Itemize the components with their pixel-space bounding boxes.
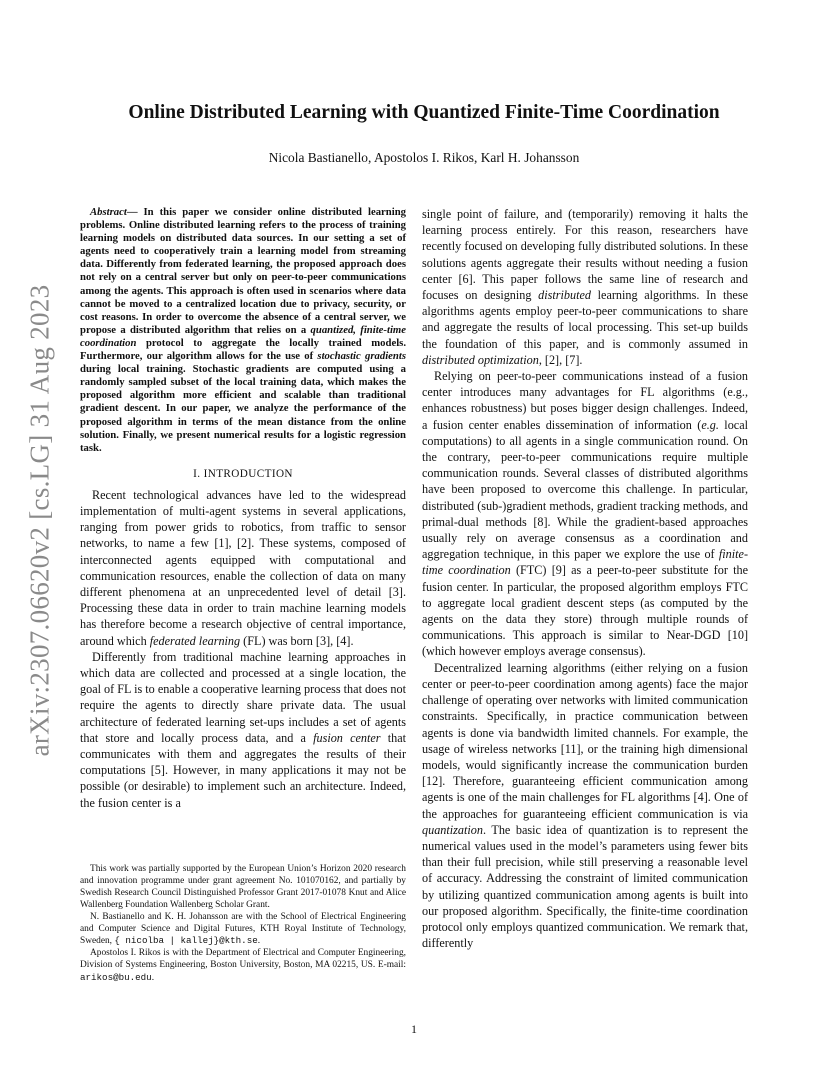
intro-p3-emph-2: distributed optimization (422, 352, 539, 367)
intro-p5-emph: quantization (422, 822, 483, 837)
abstract-emph-2: stochastic gradients (317, 350, 407, 363)
intro-p2-text-end: that communicates with them and aggregates the results of their computations [5]. However, in many applications it may not be possible (or desirable) to implement such an architecture. Indeed, the fusion center is a (80, 730, 406, 810)
author-list: Nicola Bastianello, Apostolos I. Rikos, Karl H. Johansson (268, 150, 580, 165)
intro-paragraph-3 (422, 206, 748, 368)
section-heading-introduction: I. INTRODUCTION (193, 467, 293, 480)
footnote-kth-end: . (257, 936, 261, 947)
intro-p4-emph-1: e.g. (701, 417, 719, 432)
abstract-text-3: during local training. Stochastic gradients are computed using a randomly sampled subset of the local training data, which makes the proposed algorithm more efficient and scalable than traditional gradient descent. In our paper, we analyze the performance of the proposed algorithm in terms of the mean distance from the online solution. Finally, we present numerical results for a logistic regression task. (80, 363, 406, 454)
footnote-kth-text: N. Bastianello and K. H. Johansson are with the School of Electrical Engineering and Computer Science and Digital Futures, KTH Royal Institute of Technology, Sweden, (80, 911, 406, 947)
intro-p5-text-end: . The basic idea of quantization is to represent the numerical values used in the model’s parameters using fewer bits than their full precision, while still preserving a reasonable level of accuracy. Addressing the constraint of limited communication by utilizing quantized communication among agents is built into our proposed algorithm. Specifically, the finite-time coordination protocol only employs quantized communication. We remark that, differently (422, 822, 748, 951)
intro-p2-emph: fusion center (313, 730, 381, 745)
abstract (80, 206, 406, 455)
intro-paragraph-5 (422, 660, 748, 952)
intro-p1-emph: federated learning (149, 633, 241, 648)
intro-p2-text: Differently from traditional machine learning approaches in which data are collected and processed at a single location, the goal of FL is to enable a cooperative learning process that does not require the agents to directly share private data. The usual architecture of federated learning set-ups includes a set of agents that store and locally process data, and a (80, 649, 406, 745)
intro-p4-text-end: (FTC) [9] as a peer-to-peer substitute for the fusion center. In particular, the proposed algorithm employs FTC to aggregate local gradient descent steps (as computed by the agents on the data they store) through multiple rounds of communications. This approach is similar to Near-DGD [10] (which however employs average consensus). (422, 563, 749, 659)
email-kth: { nicolba | kallej}@kth.se (114, 935, 258, 947)
footnote-affiliation-kth (80, 912, 406, 949)
intro-paragraph-2 (80, 649, 406, 811)
left-column (80, 206, 406, 811)
footnote-funding: This work was partially supported by the European Union’s Horizon 2020 research and innovation programme under grant agreement No. 101070162, and partially by Swedish Research Council Distinguished Professor Grant 2017-01078 Knut and Alice Wallenberg Foundation Wallenberg Scholar Grant. (80, 864, 406, 910)
abstract-lead: Abstract (90, 206, 127, 218)
intro-p4-text: Relying on peer-to-peer communications instead of a fusion center introduces many advantages for FL algorithms (e.g., enhances robustness) but poses bigger design challenges. Indeed, a fusion center enables dissemination of information ( (422, 369, 748, 432)
email-bu: arikos@bu.edu (80, 972, 152, 984)
intro-p3-text-mid: learning algorithms. In these algorithms agents employ peer-to-peer communications to share and aggregate the results of local processing. This set-up builds the foundation of this paper, and is commonly assumed in (422, 288, 748, 351)
right-column (422, 206, 748, 951)
footnote-affiliation-bu (80, 948, 406, 985)
intro-p3-text-end: , [2], [7]. (538, 352, 583, 367)
intro-p4-emph-2: finite-time coordination (422, 547, 748, 578)
arxiv-identifier-margin (20, 280, 60, 760)
intro-p1-text: Recent technological advances have led to the widespread implementation of multi-agent systems in several applications, ranging from power grids to robotics, from traffic to sensor networks, to name a few [1], [2]. These systems, composed of interconnected agents equipped with computational and communication resources, enable the collection of data on many different phenomena at an unprecedented level of detail [3]. Processing these data in order to train machine learning models has therefore become a research objective of central importance, around which (80, 487, 406, 648)
abstract-text-1: In this paper we consider online distributed learning problems. Online distributed learning refers to the process of training learning models on distributed data sources. In our setting a set of agents need to cooperatively train a learning model from streaming data. Differently from federated learning, the proposed approach does not rely on a central server but only on peer-to-peer communications among the agents. This approach is often used in scenarios where data cannot be moved to a centralized location due to privacy, security, or cost reasons. In order to overcome the absence of a central server, we propose a distributed algorithm that relies on a (80, 206, 407, 336)
abstract-text-2: protocol to aggregate the locally trained models. Furthermore, our algorithm allows for the use of (80, 336, 406, 363)
footnote-bu-text: Apostolos I. Rikos is with the Department of Electrical and Computer Engineering, Division of Systems Engineering, Boston University, Boston, MA 02215, US. E-mail: (80, 948, 406, 971)
intro-p1-text-end: (FL) was born [3], [4]. (240, 633, 354, 648)
intro-p3-text: single point of failure, and (temporarily) removing it halts the learning process entirely. For this reason, researchers have recently focused on developing fully distributed solutions. In these solutions agents aggregate their results without needing a fusion center [6]. This paper follows the same line of research and focuses on designing (422, 207, 748, 303)
intro-paragraph-4 (422, 368, 748, 660)
paper-title: Online Distributed Learning with Quantized Finite-Time Coordination (128, 102, 720, 123)
intro-p4-text-mid: local computations) to all agents in a single communication round. On the contrary, peer-to-peer communications require multiple communication rounds. Several classes of distributed algorithms have been proposed to overcome this challenge. In particular, distributed (sub-)gradient methods, gradient tracking methods, and primal-dual methods [8]. While the gradient-based approaches usually rely on average consensus as a coordination and aggregation technique, in this paper we explore the use of (422, 417, 748, 562)
page-number: 1 (411, 1022, 417, 1036)
intro-p5-text: Decentralized learning algorithms (either relying on a fusion center or peer-to-peer coordination among agents) face the major challenge of operating over networks with limited communication constraints. Specifically, in practice communication between agents is done via bandwidth limited channels. For example, the usage of wireless networks [11], or the training high dimensional models, would significantly increase the communication burden [12]. Therefore, guaranteeing efficient communication among agents is one of the main challenges for FL algorithms [4]. One of the approaches for guaranteeing efficient communication is via (422, 660, 748, 821)
abstract-dash: — (126, 206, 144, 218)
footnotes (80, 864, 406, 985)
abstract-emph-1: quantized, finite-time coordination (80, 323, 406, 349)
footnote-bu-end: . (151, 973, 155, 984)
intro-paragraph-1 (80, 487, 406, 649)
arxiv-identifier: arXiv:2307.06620v2 [cs.LG] 31 Aug 2023 (24, 284, 55, 756)
intro-p3-emph-1: distributed (538, 288, 591, 303)
